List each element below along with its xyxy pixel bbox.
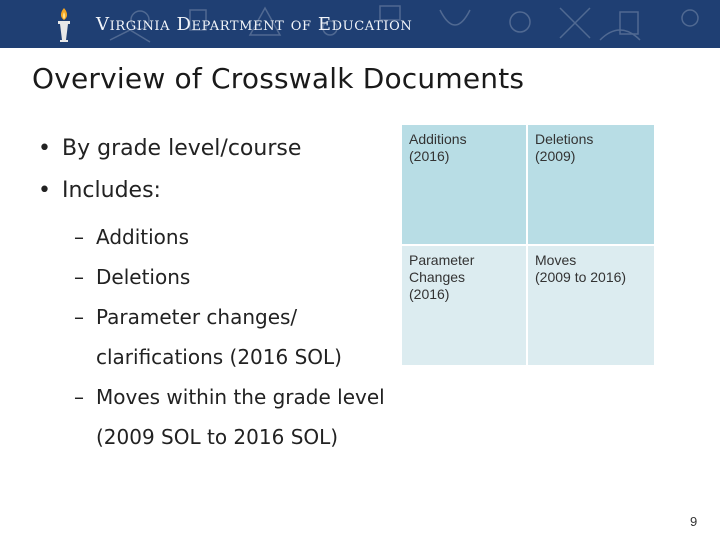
dash-icon: – [74, 305, 84, 329]
list-item [74, 417, 385, 457]
list-item [74, 377, 385, 417]
bullet-list [38, 128, 301, 212]
table-cell-additions [402, 125, 526, 244]
cell-line: Parameter [409, 252, 475, 268]
cell-line: Moves [535, 252, 577, 268]
cell-line: Additions [409, 131, 467, 147]
list-item [74, 337, 385, 377]
dash-icon: – [74, 385, 84, 409]
header-banner [0, 0, 720, 48]
list-item [74, 297, 385, 337]
sub-bullet-list [74, 217, 385, 457]
sub-bullet-text: Additions [96, 225, 190, 249]
cell-line: (2009 to 2016) [535, 269, 627, 285]
bullet-icon: • [38, 136, 51, 161]
bullet-text: Includes: [62, 178, 161, 203]
sub-bullet-text: Deletions [96, 265, 191, 289]
cell-line: (2016) [409, 286, 450, 302]
sub-bullet-text: (2009 SOL to 2016 SOL) [96, 425, 339, 449]
sub-bullet-text: Parameter changes/ [96, 305, 298, 329]
bullet-icon: • [38, 178, 51, 203]
table-cell-moves [528, 246, 654, 365]
list-item [38, 128, 301, 170]
cell-line: (2009) [535, 148, 576, 164]
torch-logo-icon [52, 6, 76, 44]
table-cell-deletions [528, 125, 654, 244]
crosswalk-table [402, 125, 654, 365]
cell-line: (2016) [409, 148, 450, 164]
page-number: 9 [690, 514, 698, 529]
cell-line: Changes [409, 269, 466, 285]
sub-bullet-text: Moves within the grade level [96, 385, 385, 409]
page-title: Overview of Crosswalk Documents [32, 62, 525, 95]
cell-line: Deletions [535, 131, 594, 147]
list-item [74, 217, 385, 257]
list-item [38, 170, 301, 212]
list-item [74, 257, 385, 297]
sub-bullet-text: clarifications (2016 SOL) [96, 345, 342, 369]
dash-icon: – [74, 225, 84, 249]
dash-icon: – [74, 265, 84, 289]
bullet-text: By grade level/course [62, 136, 302, 161]
table-cell-parameter-changes [402, 246, 526, 365]
banner-title: Virginia Department of Education [96, 14, 413, 35]
